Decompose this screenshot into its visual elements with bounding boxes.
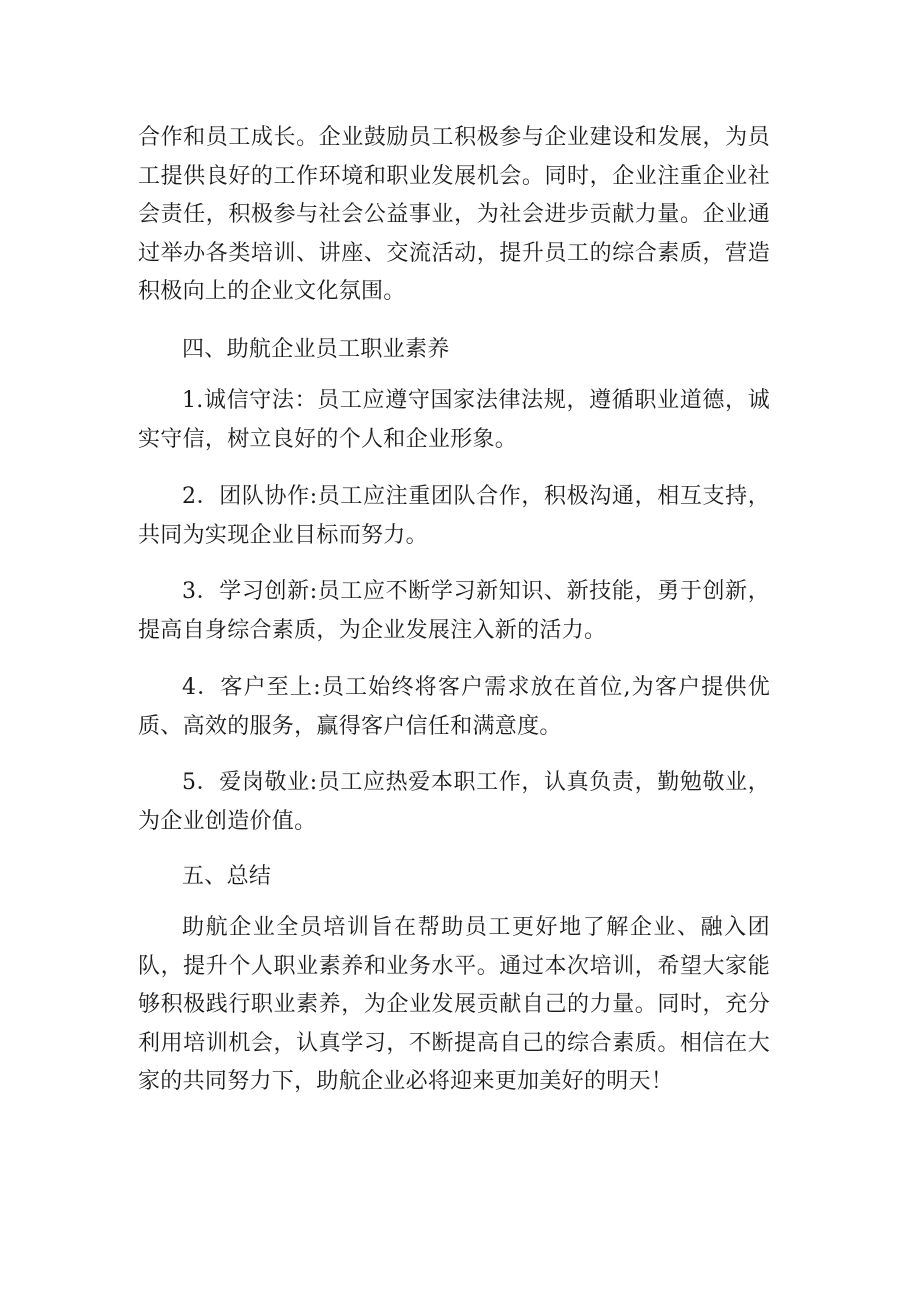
section-4-item-2: 2．团队协作:员工应注重团队合作，积极沟通，相互支持，共同为实现企业目标而努力。 (138, 484, 770, 548)
section-4-item-3: 3．学习创新:员工应不断学习新知识、新技能，勇于创新，提高自身综合素质，为企业发展注入新的活力。 (138, 579, 770, 643)
section-4-item-5: 5．爱岗敬业:员工应热爱本职工作，认真负责，勤勉敬业，为企业创造价值。 (138, 770, 770, 834)
section-5-heading: 五、总结 (182, 864, 272, 889)
section-5-paragraph: 助航企业全员培训旨在帮助员工更好地了解企业、融入团队，提升个人职业素养和业务水平。通过本次培训，希望大家能够积极践行职业素养，为企业发展贡献自己的力量。同时，充分利用培训机会，认真学习，不断提高自己的综合素质。相信在大家的共同努力下，助航企业必将迎来更加美好的明天！ (138, 915, 770, 1094)
section-4-item-1: 1.诚信守法：员工应遵守国家法律法规，遵循职业道德，诚实守信，树立良好的个人和企业形象。 (138, 388, 770, 452)
section-4-item-4: 4．客户至上:员工始终将客户需求放在首位,为客户提供优质、高效的服务，赢得客户信任和满意度。 (138, 675, 770, 739)
section-4-heading: 四、助航企业员工职业素养 (182, 337, 450, 362)
continuation-paragraph: 合作和员工成长。企业鼓励员工积极参与企业建设和发展，为员工提供良好的工作环境和职业发展机会。同时，企业注重企业社会责任，积极参与社会公益事业，为社会进步贡献力量。企业通过举办各类培训、讲座、交流活动，提升员工的综合素质，营造积极向上的企业文化氛围。 (138, 125, 770, 304)
